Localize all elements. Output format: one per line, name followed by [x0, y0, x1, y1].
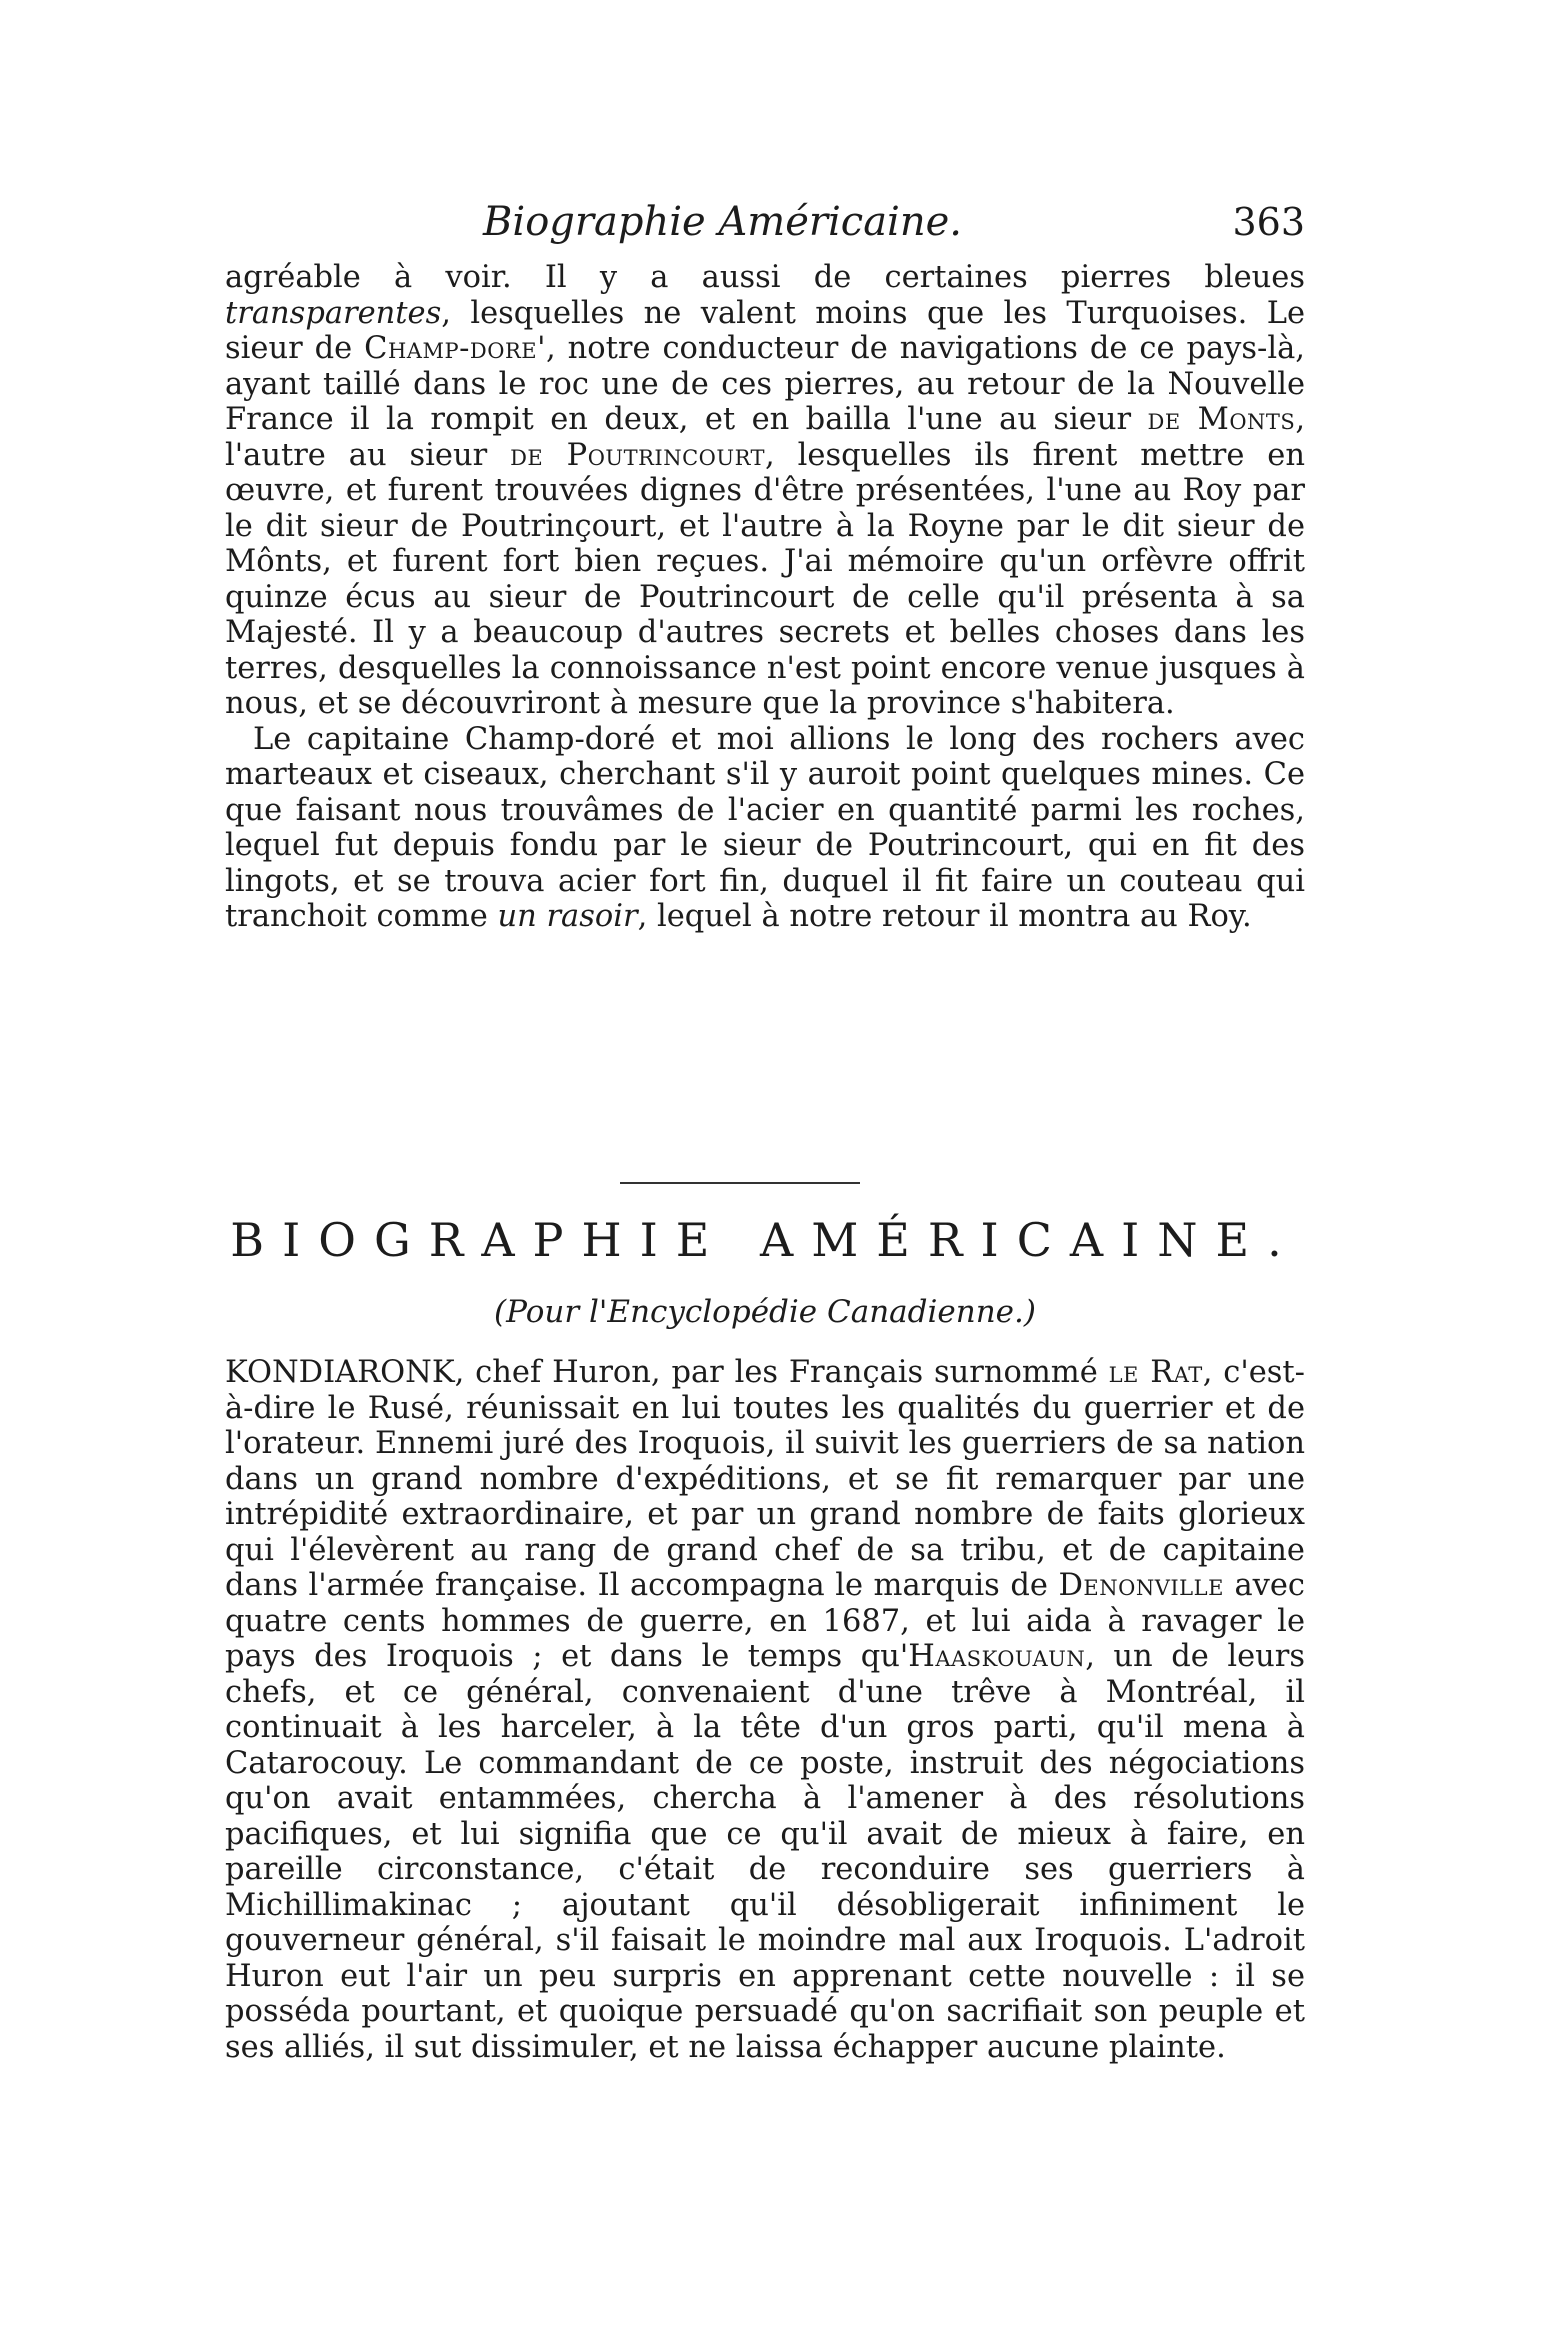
continued-text-block	[225, 260, 1305, 935]
biography-text-block	[225, 1355, 1305, 2065]
running-title: Biographie Américaine.	[483, 199, 962, 245]
text-run: , l'autre au sieur	[225, 402, 1306, 473]
text-run: , lequel à notre retour il montra au Roy.	[637, 899, 1252, 934]
text-run: agréable à voir. Il y a aussi de certaines pierres bleues	[225, 260, 1305, 295]
paragraph-steel	[225, 722, 1305, 935]
section-divider	[620, 1182, 860, 1184]
name-haaskouaun: Haaskouaun	[908, 1639, 1086, 1674]
text-run: , chef Huron, par les Français surnommé	[454, 1355, 1109, 1390]
paragraph-kondiaronk	[225, 1355, 1305, 2065]
section-subheading: (Pour l'Encyclopédie Canadienne.)	[494, 1294, 1036, 1330]
name-denonville: Denonville	[1058, 1568, 1224, 1603]
text-run: , notre conducteur de navigations de ce pays-là, ayant taillé dans le roc une de ces pierres, au retour de la Nouvelle France il la rompit en deux, et en bailla l'une au sieur	[225, 331, 1305, 437]
name-le-rat: le Rat	[1108, 1355, 1203, 1390]
paragraph-stones	[225, 260, 1305, 722]
text-run: avec quatre cents hommes de guerre, en 1687, et lui aida à ravager le pays des Iroquois ; et dans le temps qu'	[225, 1568, 1305, 1674]
section-heading: BIOGRAPHIE AMÉRICAINE.	[230, 1213, 1300, 1267]
text-run: , c'est-à-dire le Rusé, réunissait en lui toutes les qualités du guerrier et de l'orateur. Ennemi juré des Iroquois, il suivit les guerriers de sa nation dans un grand nombre d'expéditions, et se fit remarquer par une intrépidité extraordinaire, et par un grand nombre de faits glorieux qui l'élevèrent au rang de grand chef de sa tribu, et de capitaine dans l'armée française. Il accompagna le marquis de	[225, 1355, 1305, 1603]
name-de-monts: de Monts	[1147, 402, 1296, 437]
name-de-poutrincourt: de Poutrincourt	[510, 437, 766, 473]
text-run-italic: transparentes	[225, 295, 442, 331]
text-run: , un de leurs chefs, et ce général, convenaient d'une trêve à Montréal, il continuait à les harceler, à la tête d'un gros parti, qu'il mena à Catarocouy. Le commandant de ce poste, instruit des négociations qu'on avait entammées, chercha à l'amener à des résolutions pacifiques, et lui signifia que ce qu'il avait de mieux à faire, en pareille circonstance, c'était de reconduire ses guerriers à Michillimakinac ; ajoutant qu'il désobligerait infiniment le gouverneur général, s'il faisait le moindre mal aux Iroquois. L'adroit Huron eut l'air un peu surpris en apprenant cette nouvelle : il se posséda pourtant, et quoique persuadé qu'on sacrifiait son peuple et ses alliés, il sut dissimuler, et ne laissa échapper aucune plainte.	[225, 1639, 1305, 2065]
text-run: , lesquelles ne valent moins que les Turquoises. Le sieur de	[225, 295, 1305, 366]
name-kondiaronk: KONDIARONK	[225, 1355, 455, 1390]
text-run: Le capitaine Champ-doré et moi allions le long des rochers avec marteaux et ciseaux, cherchant s'il y auroit point quelques mines. Ce que faisant nous trouvâmes de l'acier en quantité parmi les roches, lequel fut depuis fondu par le sieur de Poutrincourt, qui en fit des lingots, et se trouva acier fort fin, duquel il fit faire un couteau qui tranchoit comme	[225, 721, 1305, 934]
text-run-italic: un rasoir	[497, 899, 638, 934]
page-number: 363	[1232, 200, 1305, 244]
running-head	[140, 192, 1305, 252]
name-champdore: Champ-dore'	[364, 331, 546, 366]
text-run: , lesquelles ils firent mettre en œuvre, et furent trouvées dignes d'être présentées, l'une au Roy par le dit sieur de Poutrinçourt, et l'autre à la Royne par le dit sieur de Mônts, et furent fort bien reçues. J'ai mémoire qu'un orfèvre offrit quinze écus au sieur de Poutrincourt de celle qu'il présenta à sa Majesté. Il y a beaucoup d'autres secrets et belles choses dans les terres, desquelles la connoissance n'est point encore venue jusques à nous, et se découvriront à mesure que la province s'habitera.	[225, 437, 1305, 721]
